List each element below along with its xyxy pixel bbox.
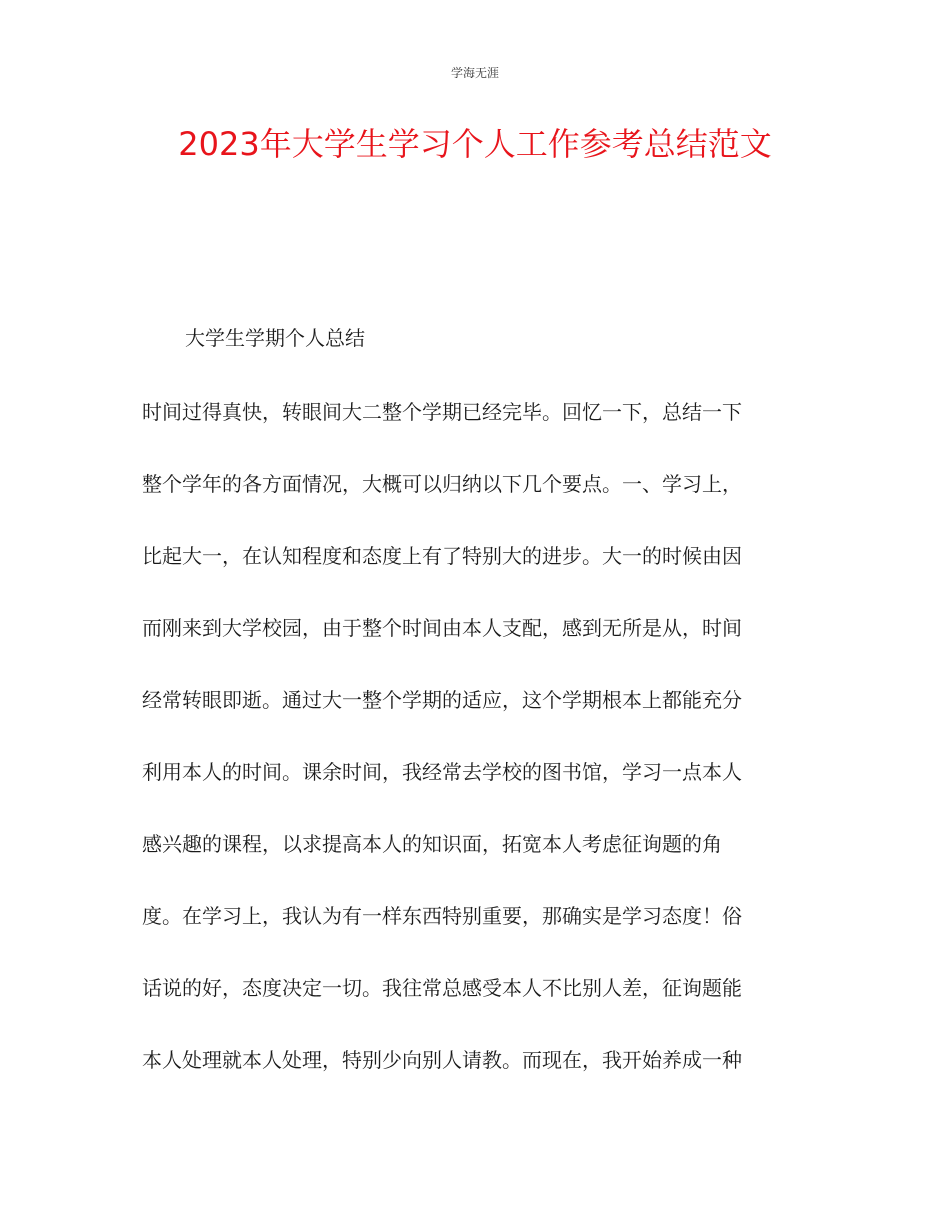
body-line: 本人处理就本人处理，特别少向别人请教。而现在，我开始养成一种 [142, 1048, 742, 1072]
body-line: 度。在学习上，我认为有一样东西特别重要，那确实是学习态度！俗 [142, 904, 742, 928]
page-header: 学海无涯 [450, 66, 499, 80]
body-line: 话说的好，态度决定一切。我往常总感受本人不比别人差，征询题能 [142, 976, 742, 1000]
body-line: 而刚来到大学校园，由于整个时间由本人支配，感到无所是从，时间 [142, 616, 742, 640]
body-line: 感兴趣的课程，以求提高本人的知识面，拓宽本人考虑征询题的角 [142, 832, 722, 856]
section-heading: 大学生学期个人总结 [185, 326, 365, 350]
body-line: 整个学年的各方面情况，大概可以归纳以下几个要点。一、学习上， [142, 472, 742, 496]
body-text [142, 392, 822, 1112]
document-title: 2023年大学生学习个人工作参考总结范文 [178, 125, 772, 163]
body-line: 比起大一，在认知程度和态度上有了特别大的进步。大一的时候由因 [142, 544, 742, 568]
body-line: 经常转眼即逝。通过大一整个学期的适应，这个学期根本上都能充分 [142, 688, 742, 712]
body-line: 时间过得真快，转眼间大二整个学期已经完毕。回忆一下，总结一下 [142, 400, 742, 424]
body-line: 利用本人的时间。课余时间，我经常去学校的图书馆，学习一点本人 [142, 760, 742, 784]
